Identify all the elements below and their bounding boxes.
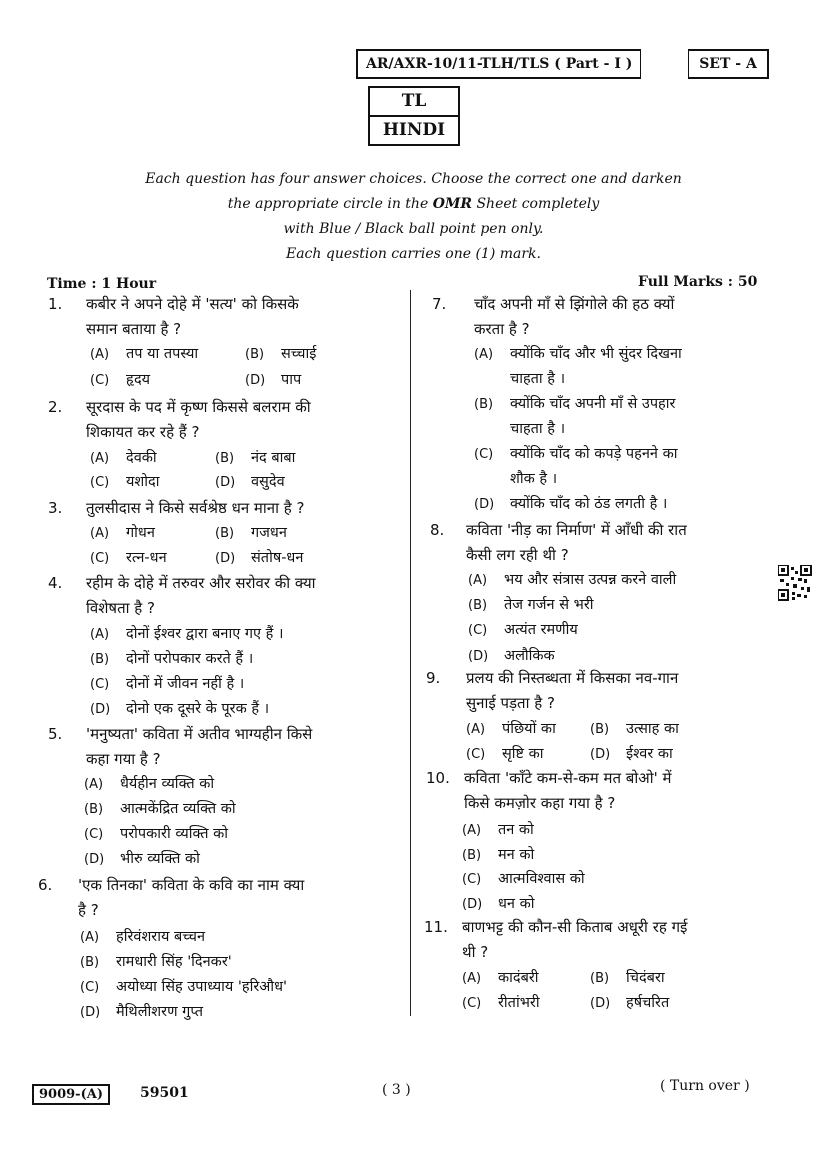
option: (A) पंछियों का [466,721,556,737]
option: (A) दोनों ईश्वर द्वारा बनाए गए हैं । [90,626,284,642]
option: (D) अलौकिक [468,648,555,664]
instruction-line: with Blue / Black ball point pen only. [283,221,544,237]
column-divider [410,290,411,1016]
option: (C) दोनों में जीवन नहीं है । [90,676,245,692]
option: (C) क्योंकि चाँद को कपड़े पहनने का शौक है । [474,446,678,487]
option: (B) सच्चाई [245,346,317,362]
paper-code: AR/AXR-10/11-TLH/TLS ( Part - I ) [356,49,641,79]
option: (A) तन को [462,822,534,838]
subject-code: TL [370,88,458,117]
option: (A) हरिवंशराय बच्चन [80,929,206,945]
option: (C) हृदय [90,372,151,388]
full-marks-label: Full Marks : 50 [638,274,758,290]
option: (A) धैर्यहीन व्यक्ति को [84,776,215,792]
option: (B) क्योंकि चाँद अपनी माँ से उपहार चाहता है । [474,396,676,437]
option: (D) हर्षचरित [590,995,670,1011]
turn-over-label: ( Turn over ) [660,1078,750,1094]
option: (A) भय और संत्रास उत्पन्न करने वाली [468,572,677,588]
option: (D) पाप [245,372,302,388]
option: (C) परोपकारी व्यक्ति को [84,826,229,842]
option: (D) दोनो एक दूसरे के पूरक हैं । [90,701,270,717]
option: (A) तप या तपस्या [90,346,199,362]
option: (D) वसुदेव [215,474,285,490]
set-label: SET - A [688,49,769,79]
footer-number: 59501 [140,1085,189,1101]
option: (A) गोधन [90,525,155,541]
option: (B) रामधारी सिंह 'दिनकर' [80,954,232,970]
option: (D) भीरु व्यक्ति को [84,851,200,867]
option: (D) धन को [462,896,535,912]
time-label: Time : 1 Hour [47,276,157,292]
instruction-line: Each question has four answer choices. Choose the correct one and darken [145,171,682,187]
option: (B) गजधन [215,525,287,541]
option: (B) उत्साह का [590,721,679,737]
option: (B) चिदंबरा [590,970,665,986]
option: (C) अयोध्या सिंह उपाध्याय 'हरिऔध' [80,979,288,995]
option: (D) संतोष-धन [215,550,304,566]
option: (B) नंद बाबा [215,450,296,466]
page-number: ( 3 ) [382,1082,411,1098]
instruction-line: the appropriate circle in the OMR Sheet completely [227,196,600,212]
qr-code-icon [778,565,812,601]
option: (D) ईश्वर का [590,746,673,762]
option: (D) मैथिलीशरण गुप्त [80,1004,204,1020]
option: (C) सृष्टि का [466,746,544,762]
option: (D) क्योंकि चाँद को ठंड लगती है । [474,496,668,512]
option: (B) तेज गर्जन से भरी [468,597,594,613]
option: (B) मन को [462,847,535,863]
subject-name: HINDI [382,120,446,140]
option: (B) आत्मकेंद्रित व्यक्ति को [84,801,236,817]
subject-box [368,86,460,146]
option: (A) क्योंकि चाँद और भी सुंदर दिखना चाहता है । [474,346,682,387]
option: (B) दोनों परोपकार करते हैं । [90,651,254,667]
option: (C) आत्मविश्वास को [462,871,585,887]
option: (C) रत्न-धन [90,550,167,566]
option: (C) रीतांभरी [462,995,540,1011]
option: (C) अत्यंत रमणीय [468,622,578,638]
option: (A) देवकी [90,450,157,466]
instruction-line: Each question carries one (1) mark. [285,246,541,262]
option: (A) कादंबरी [462,970,539,986]
footer-code: 9009-(A) [32,1084,110,1105]
instructions [0,167,827,267]
option: (C) यशोदा [90,474,160,490]
